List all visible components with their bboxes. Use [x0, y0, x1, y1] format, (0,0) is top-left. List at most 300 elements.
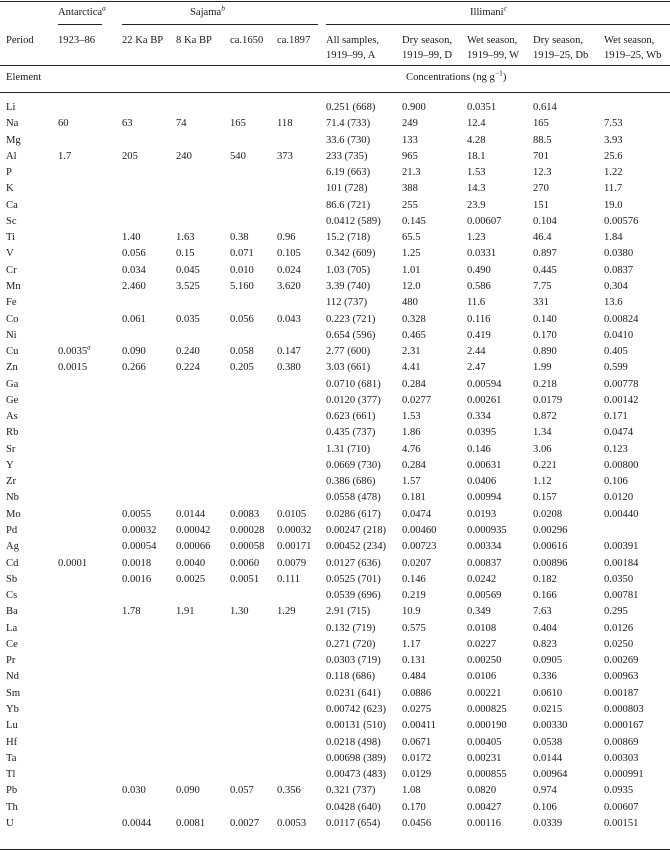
table-cell: 0.00296: [533, 525, 568, 537]
table-cell: 0.00028: [230, 525, 265, 537]
table-cell: 118: [277, 118, 293, 130]
table-cell: 0.219: [402, 590, 426, 602]
table-cell: 0.0538: [533, 736, 563, 748]
table-cell: 0.465: [402, 329, 426, 341]
table-cell: 0.123: [604, 443, 628, 455]
table-cell: 0.0179: [533, 394, 563, 406]
table-cell: 2.91 (715): [326, 606, 371, 618]
element-symbol: P: [6, 167, 12, 179]
table-cell: 0.00698 (389): [326, 752, 387, 764]
table-cell: 0.00440: [604, 508, 639, 520]
table-cell: 1.01: [402, 264, 421, 276]
table-cell: 0.131: [402, 655, 426, 667]
table-row: [0, 198, 670, 213]
table-row: [0, 149, 670, 164]
table-cell: 1.08: [402, 785, 421, 797]
table-cell: 3.525: [176, 280, 200, 292]
table-cell: 7.63: [533, 606, 552, 618]
column-header: Wet season,: [604, 35, 655, 46]
table-cell: 0.00171: [277, 541, 312, 553]
table-cell: 0.586: [467, 280, 491, 292]
table-cell: 0.0886: [402, 687, 432, 699]
table-cell: 19.0: [604, 199, 623, 211]
table-cell: 0.599: [604, 362, 628, 374]
table-cell: 0.00778: [604, 378, 639, 390]
table-cell: 0.0837: [604, 264, 634, 276]
table-cell: 88.5: [533, 134, 552, 146]
table-cell: 701: [533, 150, 549, 162]
element-symbol: K: [6, 183, 14, 195]
table-cell: 18.1: [467, 150, 486, 162]
table-cell: 0.00781: [604, 590, 639, 602]
table-row: [0, 344, 670, 359]
table-row: [0, 686, 670, 701]
table-row: [0, 181, 670, 196]
element-symbol: As: [6, 411, 18, 423]
table-cell: 0.356: [277, 785, 301, 797]
table-cell: 255: [402, 199, 418, 211]
table-cell: 0.00607: [604, 801, 639, 813]
table-cell: 0.218: [533, 378, 557, 390]
table-cell: 151: [533, 199, 549, 211]
table-cell: 0.000991: [604, 769, 644, 781]
table-cell: 0.056: [122, 248, 146, 260]
element-symbol: Mg: [6, 134, 21, 146]
element-symbol: Lu: [6, 720, 18, 732]
group-underline-sajama: [122, 24, 318, 25]
table-cell: 0.00231: [467, 752, 502, 764]
table-cell: 7.75: [533, 280, 552, 292]
table-cell: 0.328: [402, 313, 426, 325]
table-cell: 4.28: [467, 134, 486, 146]
table-cell: 21.3: [402, 167, 421, 179]
table-row: [0, 279, 670, 294]
table-cell: 1.63: [176, 232, 195, 244]
table-cell: 0.024: [277, 264, 301, 276]
table-row: [0, 458, 670, 473]
table-cell: 0.0120 (377): [326, 394, 381, 406]
table-cell: 2.31: [402, 346, 421, 358]
table-row: [0, 442, 670, 457]
table-cell: 1.78: [122, 606, 141, 618]
table-cell: 0.0144: [533, 752, 563, 764]
column-header: 22 Ka BP: [122, 35, 164, 46]
table-cell: 0.0060: [230, 557, 260, 569]
table-cell: 0.823: [533, 638, 557, 650]
table-row: [0, 669, 670, 684]
table-cell: 0.0051: [230, 573, 260, 585]
table-cell: 10.9: [402, 606, 421, 618]
table-cell: 0.0610: [533, 687, 563, 699]
table-cell: 11.6: [467, 297, 486, 309]
table-cell: 0.0035$^a$: [58, 343, 91, 358]
table-cell: 0.00837: [467, 557, 502, 569]
table-cell: 0.146: [402, 573, 426, 585]
table-cell: 12.3: [533, 167, 552, 179]
table-row: [0, 165, 670, 180]
table-cell: 0.182: [533, 573, 557, 585]
table-row: [0, 751, 670, 766]
table-cell: 0.295: [604, 606, 628, 618]
table-cell: 0.0474: [402, 508, 432, 520]
table-cell: 0.0395: [467, 427, 497, 439]
table-cell: 2.460: [122, 280, 146, 292]
table-cell: 1.17: [402, 638, 421, 650]
table-cell: 0.284: [402, 378, 426, 390]
table-cell: 0.0671: [402, 736, 432, 748]
table-cell: 0.15: [176, 248, 195, 260]
element-symbol: Tl: [6, 769, 16, 781]
table-cell: 0.104: [533, 215, 557, 227]
table-cell: 0.0242: [467, 573, 497, 585]
element-rule: [0, 92, 670, 93]
table-cell: 0.00616: [533, 541, 568, 553]
table-cell: 4.41: [402, 362, 421, 374]
table-cell: 11.7: [604, 183, 623, 195]
table-cell: 0.043: [277, 313, 301, 325]
table-cell: 0.00631: [467, 459, 502, 471]
table-cell: 0.00569: [467, 590, 502, 602]
group-label-illimani: Illimani$^c$: [470, 3, 507, 18]
table-row: [0, 653, 670, 668]
table-cell: 0.380: [277, 362, 301, 374]
footnote-marker: a: [87, 343, 91, 352]
table-cell: 0.00054: [122, 541, 157, 553]
table-cell: 165: [230, 118, 246, 130]
element-symbol: Zn: [6, 362, 18, 374]
table-cell: 0.00452 (234): [326, 541, 387, 553]
table-cell: 0.181: [402, 492, 426, 504]
table-row: [0, 572, 670, 587]
table-row: [0, 312, 670, 327]
table-cell: 480: [402, 297, 418, 309]
table-cell: 0.010: [230, 264, 254, 276]
table-cell: 0.00142: [604, 394, 639, 406]
table-cell: 15.2 (718): [326, 232, 371, 244]
table-cell: 0.157: [533, 492, 557, 504]
table-cell: 0.484: [402, 671, 426, 683]
table-cell: 2.47: [467, 362, 486, 374]
table-cell: 0.035: [176, 313, 200, 325]
table-cell: 0.38: [230, 232, 249, 244]
table-cell: 0.0018: [122, 557, 152, 569]
element-symbol: Pb: [6, 785, 18, 797]
table-cell: 373: [277, 150, 293, 162]
table-cell: 0.224: [176, 362, 200, 374]
element-symbol: Ge: [6, 394, 19, 406]
table-cell: 205: [122, 150, 138, 162]
table-cell: 0.132 (719): [326, 622, 376, 634]
table-cell: 0.0539 (696): [326, 590, 381, 602]
table-cell: 1.53: [402, 411, 421, 423]
table-cell: 0.0127 (636): [326, 557, 381, 569]
table-cell: 0.00742 (623): [326, 703, 387, 715]
table-cell: 0.404: [533, 622, 557, 634]
element-symbol: Ce: [6, 638, 18, 650]
table-cell: 0.0350: [604, 573, 634, 585]
table-cell: 0.166: [533, 590, 557, 602]
element-symbol: Rb: [6, 427, 19, 439]
table-cell: 0.145: [402, 215, 426, 227]
column-header: ca.1897: [277, 35, 311, 46]
table-cell: 1.23: [467, 232, 486, 244]
table-cell: 0.00131 (510): [326, 720, 387, 732]
table-cell: 0.0218 (498): [326, 736, 381, 748]
table-cell: 3.39 (740): [326, 280, 371, 292]
table-cell: 1.86: [402, 427, 421, 439]
table-cell: 0.000825: [467, 703, 507, 715]
element-symbol: Sb: [6, 573, 18, 585]
table-cell: 0.00576: [604, 215, 639, 227]
table-cell: 0.147: [277, 346, 301, 358]
table-cell: 0.00460: [402, 525, 437, 537]
table-cell: 0.0406: [467, 476, 497, 488]
element-symbol: Ag: [6, 541, 19, 553]
table-cell: 0.336: [533, 671, 557, 683]
table-cell: 0.321 (737): [326, 785, 376, 797]
table-row: [0, 800, 670, 815]
table-cell: 0.349: [467, 606, 491, 618]
table-row: [0, 718, 670, 733]
table-cell: 0.057: [230, 785, 254, 797]
element-symbol: Ca: [6, 199, 18, 211]
table-cell: 0.00411: [402, 720, 437, 732]
table-cell: 0.0905: [533, 655, 563, 667]
table-cell: 0.0053: [277, 817, 307, 829]
table-row: [0, 621, 670, 636]
table-cell: 0.575: [402, 622, 426, 634]
table-cell: 540: [230, 150, 246, 162]
table-cell: 0.000803: [604, 703, 644, 715]
element-symbol: Cu: [6, 346, 19, 358]
element-symbol: Yb: [6, 703, 19, 715]
table-cell: 0.271 (720): [326, 638, 376, 650]
table-cell: 0.405: [604, 346, 628, 358]
table-cell: 0.00269: [604, 655, 639, 667]
table-cell: 0.00405: [467, 736, 502, 748]
column-header: 8 Ka BP: [176, 35, 212, 46]
table-row: [0, 133, 670, 148]
table-row: [0, 783, 670, 798]
table-cell: 0.0105: [277, 508, 307, 520]
table-row: [0, 230, 670, 245]
table-cell: 1.22: [604, 167, 623, 179]
table-cell: 0.266: [122, 362, 146, 374]
table-row: [0, 556, 670, 571]
table-cell: 12.4: [467, 118, 486, 130]
table-row: [0, 116, 670, 131]
table-cell: 46.4: [533, 232, 552, 244]
table-row: [0, 735, 670, 750]
table-row: [0, 360, 670, 375]
element-symbol: Sc: [6, 215, 17, 227]
table-row: [0, 425, 670, 440]
table-cell: 0.614: [533, 102, 557, 113]
element-symbol: Li: [6, 102, 16, 113]
table-cell: 0.0144: [176, 508, 206, 520]
table-cell: 0.251 (668): [326, 102, 376, 113]
table-cell: 0.170: [402, 801, 426, 813]
table-cell: 0.171: [604, 411, 628, 423]
table-cell: 0.045: [176, 264, 200, 276]
column-header: ca.1650: [230, 35, 264, 46]
table-cell: 0.00303: [604, 752, 639, 764]
header-rule: [0, 65, 670, 66]
table-cell: 0.0001: [58, 557, 88, 569]
table-cell: 101 (728): [326, 183, 368, 195]
table-cell: 0.034: [122, 264, 146, 276]
column-header: 1919–99, D: [402, 50, 453, 61]
table-cell: 3.03 (661): [326, 362, 371, 374]
table-cell: 0.0456: [402, 817, 432, 829]
element-symbol: Al: [6, 150, 17, 162]
table-cell: 240: [176, 150, 192, 162]
element-symbol: Sm: [6, 687, 21, 699]
table-cell: 0.061: [122, 313, 146, 325]
table-cell: 0.00723: [402, 541, 437, 553]
table-cell: 0.0025: [176, 573, 206, 585]
table-cell: 25.6: [604, 150, 623, 162]
table-row: [0, 702, 670, 717]
table-cell: 0.0117 (654): [326, 817, 381, 829]
group-label-sajama: Sajama$^b$: [190, 3, 225, 18]
table-cell: 86.6 (721): [326, 199, 371, 211]
table-cell: 0.0120: [604, 492, 634, 504]
table-cell: 0.116: [467, 313, 491, 325]
table-cell: 0.386 (686): [326, 476, 376, 488]
table-cell: 0.240: [176, 346, 200, 358]
column-header: 1919–99, W: [467, 50, 520, 61]
period-label: Period: [6, 35, 34, 46]
table-cell: 0.00261: [467, 394, 502, 406]
table-row: [0, 523, 670, 538]
table-cell: 0.00187: [604, 687, 639, 699]
table-row: [0, 295, 670, 310]
element-symbol: Ba: [6, 606, 18, 618]
table-cell: 5.160: [230, 280, 254, 292]
table-cell: 0.00151: [604, 817, 639, 829]
table-cell: 0.00058: [230, 541, 265, 553]
table-cell: 0.0250: [604, 638, 634, 650]
table-cell: 0.00330: [533, 720, 568, 732]
table-cell: 65.5: [402, 232, 421, 244]
table-cell: 1.03 (705): [326, 264, 371, 276]
table-cell: 0.0558 (478): [326, 492, 381, 504]
table-cell: 12.0: [402, 280, 421, 292]
column-header: 1919–99, A: [326, 50, 376, 61]
table-cell: 0.000855: [467, 769, 507, 781]
table-cell: 0.0215: [533, 703, 563, 715]
table-row: [0, 816, 670, 831]
element-symbol: Cr: [6, 264, 17, 276]
table-cell: 14.3: [467, 183, 486, 195]
table-cell: 270: [533, 183, 549, 195]
table-cell: 0.056: [230, 313, 254, 325]
table-row: [0, 539, 670, 554]
table-cell: 0.00250: [467, 655, 502, 667]
table-cell: 0.00116: [467, 817, 502, 829]
element-symbol: Co: [6, 313, 19, 325]
element-symbol: Sr: [6, 443, 16, 455]
group-underline-antarctica: [58, 24, 102, 25]
table-cell: 0.00221: [467, 687, 502, 699]
table-cell: 0.0108: [467, 622, 497, 634]
element-symbol: La: [6, 622, 18, 634]
table-cell: 0.435 (737): [326, 427, 376, 439]
table-cell: 0.872: [533, 411, 557, 423]
element-symbol: U: [6, 817, 14, 829]
table-cell: 0.00032: [277, 525, 312, 537]
table-cell: 1.31 (710): [326, 443, 371, 455]
table-cell: 331: [533, 297, 549, 309]
table-cell: 0.00594: [467, 378, 502, 390]
table-cell: 0.00066: [176, 541, 211, 553]
table-cell: 1.99: [533, 362, 552, 374]
concentrations-label: Concentrations (ng $g^{-1}$): [406, 68, 507, 83]
element-symbol: Pd: [6, 525, 18, 537]
table-cell: 0.490: [467, 264, 491, 276]
table-cell: 0.00427: [467, 801, 502, 813]
table-cell: 0.111: [277, 573, 301, 585]
table-cell: 1.34: [533, 427, 552, 439]
table-cell: 0.00184: [604, 557, 639, 569]
table-cell: 0.445: [533, 264, 557, 276]
table-row: [0, 409, 670, 424]
table-cell: 1.12: [533, 476, 552, 488]
group-header-row: [0, 0, 670, 22]
table-cell: 0.140: [533, 313, 557, 325]
table-cell: 0.0040: [176, 557, 206, 569]
table-cell: 0.0231 (641): [326, 687, 381, 699]
table-cell: 0.000935: [467, 525, 507, 537]
column-header: 1919–25, Wb: [604, 50, 662, 61]
table-cell: 0.0474: [604, 427, 634, 439]
table-cell: 0.0669 (730): [326, 459, 381, 471]
table-row: [0, 604, 670, 619]
column-header: 1919–25, Db: [533, 50, 589, 61]
table-cell: 1.25: [402, 248, 421, 260]
table-cell: 0.334: [467, 411, 491, 423]
element-symbol: Cs: [6, 590, 18, 602]
table-cell: 1.29: [277, 606, 296, 618]
table-cell: 0.0710 (681): [326, 378, 381, 390]
table-cell: 2.77 (600): [326, 346, 371, 358]
element-symbol: Pr: [6, 655, 16, 667]
table-row: [0, 246, 670, 261]
table-cell: 0.106: [533, 801, 557, 813]
table-cell: 0.00800: [604, 459, 639, 471]
element-symbol: Th: [6, 801, 18, 813]
table-cell: 3.620: [277, 280, 301, 292]
table-cell: 0.0126: [604, 622, 634, 634]
table-cell: 0.0286 (617): [326, 508, 381, 520]
table-cell: 0.090: [176, 785, 200, 797]
table-cell: 0.284: [402, 459, 426, 471]
table-row: [0, 474, 670, 489]
table-cell: 0.0428 (640): [326, 801, 381, 813]
table-cell: 0.105: [277, 248, 301, 260]
table-cell: 0.0331: [467, 248, 497, 260]
table-cell: 0.0935: [604, 785, 634, 797]
table-cell: 0.090: [122, 346, 146, 358]
table-cell: 0.170: [533, 329, 557, 341]
table-row: [0, 377, 670, 392]
table-cell: 0.419: [467, 329, 491, 341]
table-cell: 1.40: [122, 232, 141, 244]
table-cell: 74: [176, 118, 187, 130]
table-cell: 23.9: [467, 199, 486, 211]
table-cell: 0.223 (721): [326, 313, 376, 325]
